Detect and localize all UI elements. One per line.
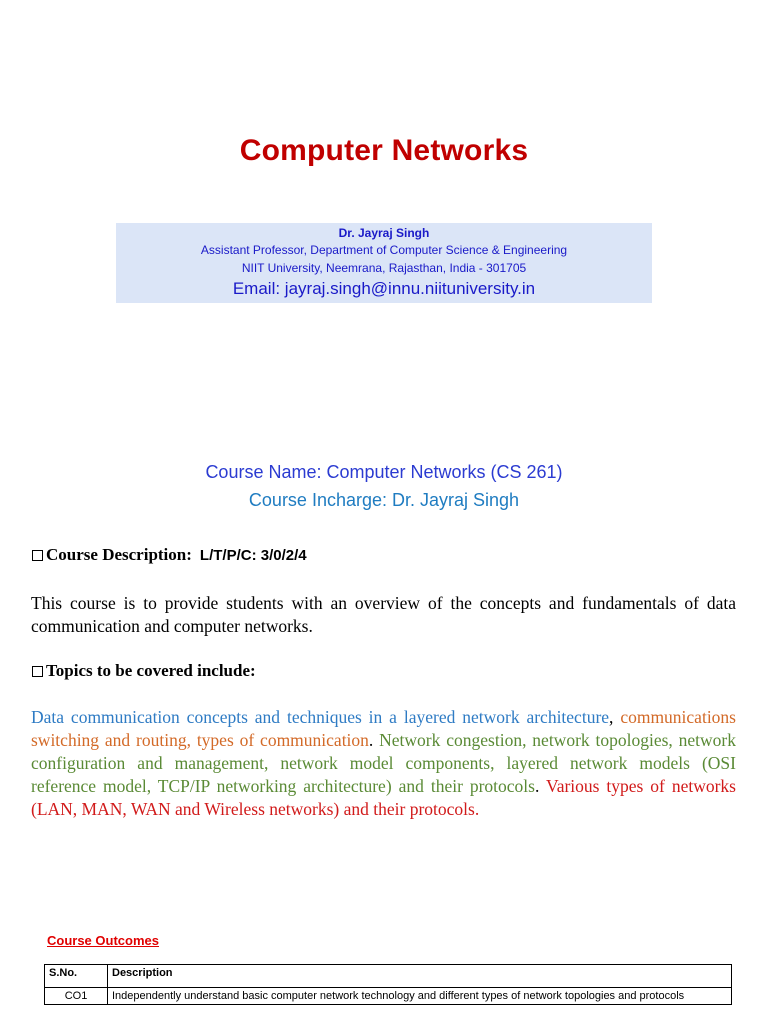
topics-heading (32, 661, 256, 681)
page-title: Computer Networks (239, 134, 529, 167)
course-outcomes-title: Course Outcomes (47, 933, 159, 948)
topics-segment-architecture: Data communication concepts and techniques in a layered network architecture (31, 707, 610, 727)
instructor-email: Email: jayraj.singh@innu.niituniversity.in (232, 279, 536, 298)
course-description-label: Course Description: (46, 545, 192, 564)
topics-punct-3: . (534, 776, 540, 796)
checkbox-bullet-icon (32, 550, 43, 561)
instructor-position: Assistant Professor, Department of Computer Science & Engineering (200, 243, 568, 257)
instructor-name: Dr. Jayraj Singh (338, 226, 430, 240)
topics-segment-switching: communications switching and routing, types of communication (31, 707, 736, 750)
header-description: Description (108, 965, 732, 988)
course-incharge: Course Incharge: Dr. Jayraj Singh (248, 490, 520, 510)
topics-heading-label: Topics to be covered include: (46, 661, 256, 680)
outcome-sno: CO1 (45, 988, 108, 1005)
topics-segment-network-types: Various types of networks (LAN, MAN, WAN and Wireless networks) and their protocols. (31, 776, 736, 819)
outcome-description: Independently understand basic computer network technology and different types of network topologies and protocols (108, 988, 732, 1005)
topics-segment-network-models: Network congestion, network topologies, network configuration and management, network model components, layered network models (OSI reference model, TCP/IP networking architecture) and their protocols (31, 730, 736, 796)
topics-punct-2: . (368, 730, 374, 750)
ltpc-value: L/T/P/C: 3/0/2/4 (199, 547, 307, 564)
course-outcomes-table (44, 964, 732, 1005)
instructor-info-box (116, 223, 652, 303)
topics-punct-1: , (609, 707, 614, 727)
topics-text (31, 706, 736, 821)
instructor-address: NIIT University, Neemrana, Rajasthan, India - 301705 (241, 261, 527, 275)
course-name: Course Name: Computer Networks (CS 261) (205, 462, 563, 482)
course-description-heading (32, 545, 307, 565)
table-row (45, 988, 732, 1005)
course-description-text: This course is to provide students with an overview of the concepts and fundamentals of data communication and computer networks. (31, 593, 736, 636)
checkbox-bullet-icon (32, 666, 43, 677)
table-header-row (45, 965, 732, 988)
header-sno: S.No. (45, 965, 108, 988)
